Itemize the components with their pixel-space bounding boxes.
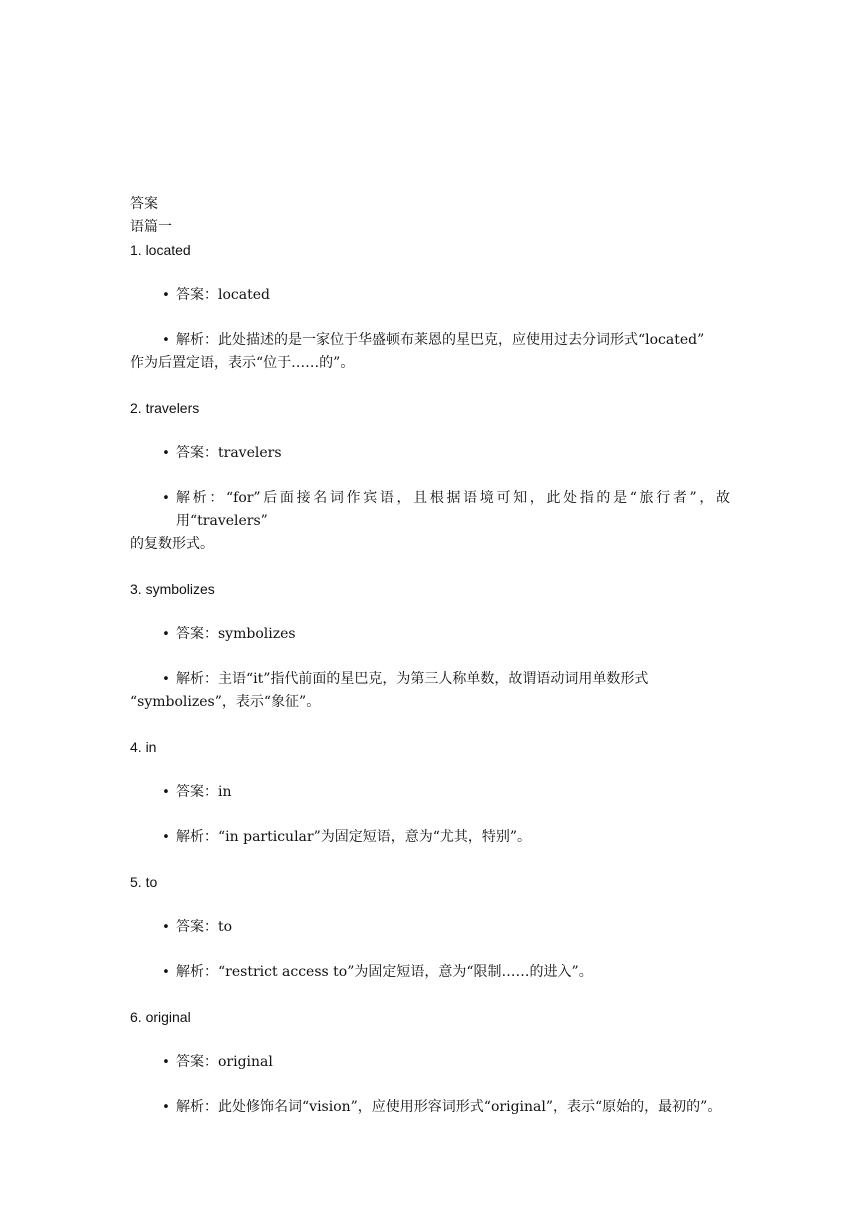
explanation-item (130, 329, 730, 375)
answer-text: 答案：original (176, 1054, 273, 1070)
explanation-item (130, 668, 730, 714)
explanation-text-line2: “symbolizes”，表示“象征”。 (130, 694, 321, 710)
document-title: 答案 (130, 196, 158, 212)
explanation-item (130, 961, 730, 984)
bullet-icon: • (162, 1100, 170, 1115)
bullet-icon: • (162, 627, 170, 642)
bullet-icon: • (162, 446, 170, 461)
bullet-icon: • (162, 672, 170, 687)
question-bullets (130, 284, 730, 375)
answer-item (130, 623, 730, 646)
question-bullets (130, 916, 730, 984)
bullet-icon: • (162, 965, 170, 980)
explanation-item (130, 487, 730, 556)
explanation-item (130, 1096, 730, 1119)
answer-item (130, 442, 730, 465)
explanation-text-line2: 的复数形式。 (130, 536, 214, 552)
section-title: 语篇一 (130, 219, 172, 235)
answer-item (130, 284, 730, 307)
bullet-icon: • (162, 333, 170, 348)
explanation-text-line1: 解析：“for”后面接名词作宾语，且根据语境可知，此处指的是“旅行者”，故用“travelers” (176, 490, 730, 529)
explanation-text-line1: 解析：此处描述的是一家位于华盛顿布莱恩的星巴克，应使用过去分词形式“located” (176, 332, 705, 348)
question-label: 5. to (130, 874, 158, 890)
question-bullets (130, 623, 730, 714)
explanation-text: 解析：“restrict access to”为固定短语，意为“限制……的进入”。 (176, 964, 593, 980)
question-bullets (130, 1051, 730, 1119)
answer-item (130, 781, 730, 804)
bullet-icon: • (162, 785, 170, 800)
explanation-item (130, 826, 730, 849)
question-label: 6. original (130, 1009, 191, 1025)
answer-text: 答案：located (176, 287, 270, 303)
explanation-text-line2: 作为后置定语，表示“位于……的”。 (130, 355, 355, 371)
bullet-icon: • (162, 830, 170, 845)
answer-item (130, 916, 730, 939)
question-bullets (130, 781, 730, 849)
answer-item (130, 1051, 730, 1074)
question-block-3 (130, 578, 730, 736)
question-bullets (130, 442, 730, 556)
question-label: 4. in (130, 739, 157, 755)
explanation-text: 解析：此处修饰名词“vision”，应使用形容词形式“original”，表示“原始的，最初的”。 (176, 1099, 722, 1115)
question-block-1 (130, 239, 730, 397)
question-block-2 (130, 397, 730, 578)
explanation-text: 解析：“in particular”为固定短语，意为“尤其，特别”。 (176, 829, 532, 845)
question-block-6 (130, 1006, 730, 1119)
answer-text: 答案：travelers (176, 445, 282, 461)
question-label: 3. symbolizes (130, 581, 215, 597)
answer-text: 答案：symbolizes (176, 626, 296, 642)
question-block-5 (130, 871, 730, 1006)
question-label: 1. located (130, 242, 191, 258)
bullet-icon: • (162, 920, 170, 935)
bullet-icon: • (162, 1055, 170, 1070)
question-label: 2. travelers (130, 400, 200, 416)
question-block-4 (130, 736, 730, 871)
answer-text: 答案：to (176, 919, 233, 935)
answer-text: 答案：in (176, 784, 232, 800)
answer-content (130, 193, 730, 1119)
bullet-icon: • (162, 491, 170, 506)
explanation-text-line1: 解析：主语“it”指代前面的星巴克，为第三人称单数，故谓语动词用单数形式 (176, 671, 649, 687)
bullet-icon: • (162, 288, 170, 303)
